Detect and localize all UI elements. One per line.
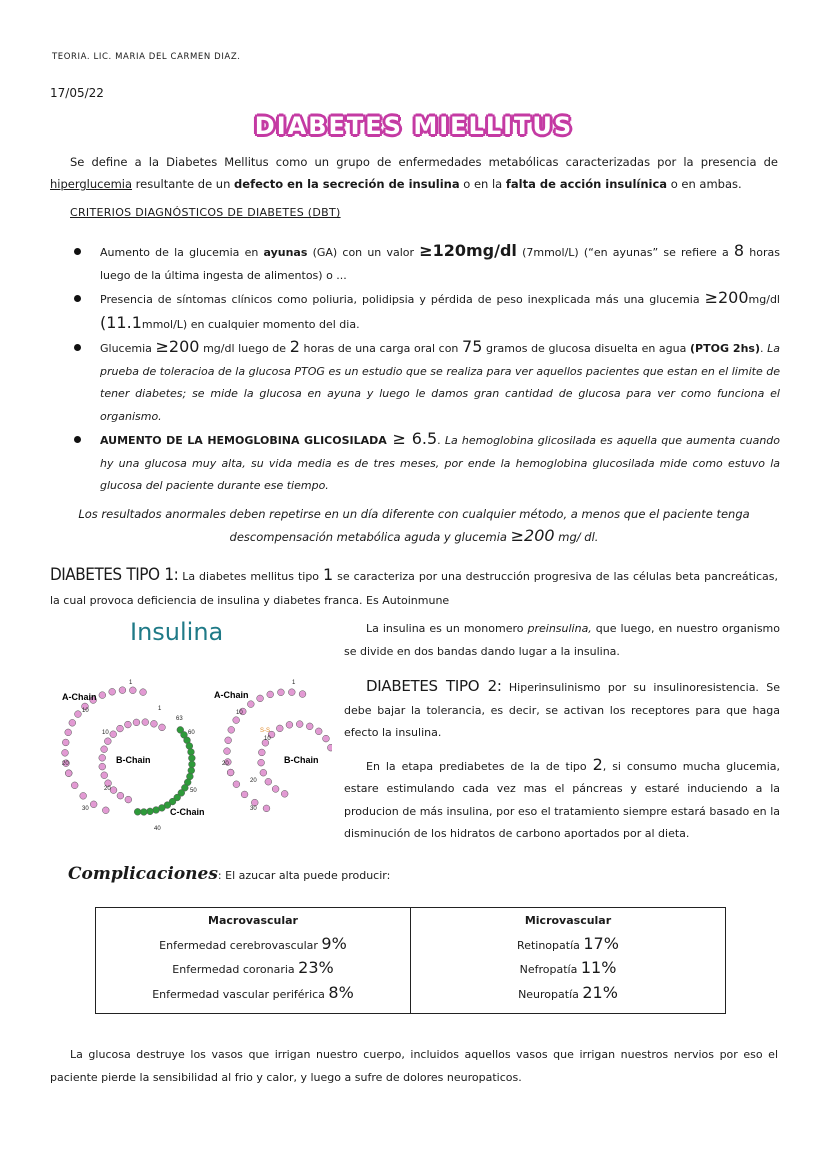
amino-acid-bead — [65, 729, 72, 736]
amino-acid-bead — [99, 763, 106, 770]
amino-acid-bead — [188, 755, 195, 762]
tick-label: 10 — [236, 710, 243, 716]
amino-acid-bead — [233, 781, 240, 788]
note-paragraph: Los resultados anormales deben repetirse en un día diferente con cualquier método, a menos que el paciente tenga descompensación metabólica aguda y glucemia ≥200 mg/ dl. — [78, 507, 750, 545]
tick-label: 20 — [62, 761, 69, 767]
criteria-list — [68, 240, 780, 498]
right-column — [344, 618, 780, 846]
amino-acid-bead — [102, 807, 109, 814]
amino-acid-bead — [124, 721, 131, 728]
amino-acid-bead — [110, 787, 117, 794]
insulin-structure-diagram — [52, 672, 332, 842]
tick-label: 30 — [82, 806, 89, 812]
amino-acid-bead — [129, 687, 136, 694]
amino-acid-bead — [117, 792, 124, 799]
amino-acid-bead — [101, 772, 108, 779]
page-title: DIABETES MIELLITUS — [254, 112, 574, 140]
amino-acid-bead — [288, 689, 295, 696]
amino-acid-bead — [299, 691, 306, 698]
amino-acid-bead — [99, 754, 106, 761]
amino-acid-bead — [109, 688, 116, 695]
amino-acid-bead — [153, 807, 160, 814]
amino-acid-bead — [188, 767, 195, 774]
amino-acid-bead — [257, 695, 264, 702]
amino-acid-bead — [140, 689, 147, 696]
complicaciones-heading: Complicaciones — [68, 864, 218, 884]
tick-label: 60 — [188, 730, 195, 736]
amino-acid-bead — [142, 719, 149, 726]
disulfide-label: S-S — [260, 728, 271, 734]
amino-acid-bead — [267, 691, 274, 698]
tipo1-heading: DIABETES TIPO 1: — [50, 565, 179, 585]
insulin-molecule — [224, 689, 332, 812]
b-chain-label: B-Chain — [116, 755, 151, 765]
criterios-heading: CRITERIOS DIAGNÓSTICOS DE DIABETES (DBT) — [70, 206, 341, 219]
amino-acid-bead — [117, 725, 124, 732]
table-row: Nefropatía 11% — [519, 958, 617, 977]
prediabetes-paragraph: En la etapa prediabetes de la de tipo 2, si consumo mucha glucemia, estare estimulando cada vez mas el páncreas y estaré induciendo a la producion de más insulina, por eso el tratamiento siempre estará basado en la disminución de los hidratos de carbono aportados por al dieta. — [344, 754, 780, 840]
proinsulin-molecule — [62, 687, 196, 816]
amino-acid-bead — [188, 749, 195, 756]
amino-acid-bead — [125, 796, 132, 803]
amino-acid-bead — [224, 748, 231, 755]
amino-acid-bead — [69, 719, 76, 726]
amino-acid-bead — [276, 725, 283, 732]
amino-acid-bead — [323, 735, 330, 742]
amino-acid-bead — [258, 749, 265, 756]
amino-acid-bead — [225, 737, 232, 744]
amino-acid-bead — [75, 711, 82, 718]
amino-acid-bead — [71, 782, 78, 789]
list-item: Presencia de síntomas clínicos como poliuria, polidipsia y pérdida de peso inexplicada más una glucemia ≥200mg/dl (11.1mmol/L) en cualquier momento del dia. — [68, 287, 780, 336]
amino-acid-bead — [159, 724, 166, 731]
amino-acid-bead — [286, 721, 293, 728]
tick-label: 20 — [222, 761, 229, 767]
tick-label: 1 — [129, 680, 133, 686]
amino-acid-bead — [62, 739, 69, 746]
amino-acid-bead — [263, 805, 270, 812]
amino-acid-bead — [104, 738, 111, 745]
list-item: Glucemia ≥200 mg/dl luego de 2 horas de una carga oral con 75 gramos de glucosa disuelta en agua (PTOG 2hs). La prueba de toleracioa de la glucosa PTOG es un estudio que se realiza para ver aquellos pacientes que estan en el limite de tener diabetes; se mide la glucosa en ayuna y luego le damos gran cantidad de glucosa para ver como funciona el organismo. — [68, 336, 780, 428]
amino-acid-bead — [247, 701, 254, 708]
amino-acid-bead — [272, 786, 279, 793]
amino-acid-bead — [327, 744, 332, 751]
amino-acid-bead — [228, 726, 235, 733]
amino-acid-bead — [133, 719, 140, 726]
macrovascular-cell — [96, 908, 411, 1014]
complicaciones-line: Complicaciones: El azucar alta puede producir: — [68, 864, 391, 884]
a-chain-label: A-Chain — [214, 690, 249, 700]
amino-acid-bead — [278, 689, 285, 696]
amino-acid-bead — [119, 687, 126, 694]
amino-acid-bead — [251, 799, 258, 806]
amino-acid-bead — [265, 778, 272, 785]
table-row: Enfermedad cerebrovascular 9% — [159, 933, 347, 953]
amino-acid-bead — [233, 717, 240, 724]
tick-label: 10 — [102, 730, 109, 736]
tick-label: 50 — [190, 788, 197, 794]
table-row: Enfermedad coronaria 23% — [172, 958, 334, 977]
amino-acid-bead — [110, 731, 117, 738]
amino-acid-bead — [151, 720, 158, 727]
intro-paragraph: Se define a la Diabetes Mellitus como un grupo de enfermedades metabólicas caracterizadas por la presencia de hiperglucemia resultante de un defecto en la secreción de insulina o en la falta de acción insulínica o en ambas. — [50, 155, 778, 191]
tick-label: 20 — [104, 786, 111, 792]
table-row: Neuropatía 21% — [518, 982, 618, 1002]
list-item: AUMENTO DE LA HEMOGLOBINA GLICOSILADA ≥ 6.5. La hemoglobina glicosilada es aquella que aumenta cuando hy una glucosa muy alta, su vida media es de tres meses, por ende la hemoglobina glucosilada mide como estuvo la glucosa del paciente durante ese tiempo. — [68, 428, 780, 498]
amino-acid-bead — [134, 808, 141, 815]
amino-acid-bead — [80, 792, 87, 799]
complications-table — [95, 907, 726, 1014]
amino-acid-bead — [147, 808, 154, 815]
insulin-figure-title: Insulina — [130, 618, 224, 646]
amino-acid-bead — [101, 746, 108, 753]
amino-acid-bead — [227, 769, 234, 776]
list-item: Aumento de la glucemia en ayunas (GA) con un valor ≥120mg/dl (7mmol/L) (“en ayunas” se refiere a 8 horas luego de la última ingesta de alimentos) o ... — [68, 240, 780, 287]
amino-acid-bead — [62, 749, 69, 756]
tick-label: 30 — [250, 806, 257, 812]
amino-acid-bead — [241, 791, 248, 798]
amino-acid-bead — [186, 743, 193, 750]
amino-acid-bead — [315, 728, 322, 735]
amino-acid-bead — [65, 770, 72, 777]
table-header: Macrovascular — [208, 914, 298, 927]
amino-acid-bead — [306, 723, 313, 730]
amino-acid-bead — [281, 790, 288, 797]
final-paragraph: La glucosa destruye los vasos que irrigan nuestro cuerpo, incluidos aquellos vasos que irrigan nuestros nervios por eso el paciente pierde la sensibilidad al frio y calor, y luego a sufre de dolores neuropaticos. — [50, 1048, 778, 1084]
amino-acid-bead — [140, 809, 147, 816]
table-header: Microvascular — [524, 914, 612, 927]
a-chain-label: A-Chain — [62, 692, 97, 702]
c-chain-label: C-Chain — [170, 807, 205, 817]
amino-acid-bead — [189, 761, 196, 768]
tick-label: 20 — [250, 778, 257, 784]
table-row: Enfermedad vascular periférica 8% — [152, 982, 354, 1002]
tick-label: 63 — [176, 716, 183, 722]
tipo2-heading: DIABETES TIPO 2: — [366, 677, 502, 695]
microvascular-cell — [411, 908, 726, 1014]
tick-label: 1 — [158, 706, 162, 712]
amino-acid-bead — [296, 721, 303, 728]
tick-label: 40 — [154, 826, 161, 832]
document-date: 17/05/22 — [50, 86, 104, 100]
tipo2-paragraph: DIABETES TIPO 2: Hiperinsulinismo por su insulinoresistencia. Se debe bajar la tolerancia, es decir, se activan los receptores para que haga efecto la insulina. — [344, 677, 780, 739]
amino-acid-bead — [258, 759, 265, 766]
amino-acid-bead — [99, 692, 106, 699]
tick-label: 1 — [292, 680, 296, 686]
b-chain-label: B-Chain — [284, 755, 319, 765]
insulina-paragraph: La insulina es un monomero preinsulina, que luego, en nuestro organismo se divide en dos bandas dando lugar a la insulina. — [344, 622, 780, 658]
tick-label: 10 — [264, 736, 271, 742]
table-row: Retinopatía 17% — [517, 933, 619, 953]
tick-label: 10 — [82, 708, 89, 714]
amino-acid-bead — [260, 769, 267, 776]
amino-acid-bead — [90, 801, 97, 808]
document-header: TEORIA. LIC. MARIA DEL CARMEN DIAZ. — [52, 52, 241, 62]
tipo1-paragraph: DIABETES TIPO 1: La diabetes mellitus tipo 1 se caracteriza por una destrucción progresiva de las células beta pancreáticas, la cual provoca deficiencia de insulina y diabetes franca. Es Autoinmune — [50, 565, 779, 607]
